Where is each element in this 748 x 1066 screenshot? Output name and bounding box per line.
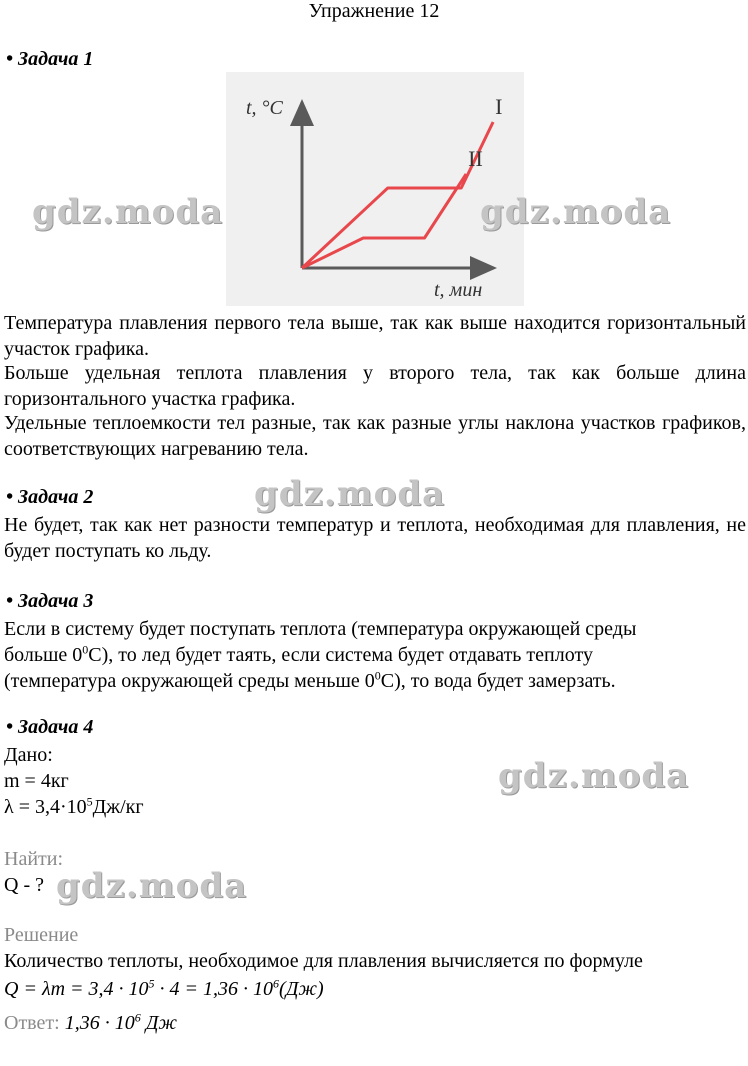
- series-label-1: I: [495, 94, 503, 119]
- page-title: Упражнение 12: [308, 0, 440, 22]
- answer: [4, 1010, 177, 1036]
- task-1-paragraph-1: Температура плавления первого тела выше, так как выше находится горизонтальный участок графика.: [4, 312, 746, 360]
- task-3-heading: • Задача 3: [6, 590, 94, 612]
- solution-formula: [4, 976, 324, 1002]
- task-2-heading: • Задача 2: [6, 486, 94, 508]
- task-1-paragraph-2: Больше удельная теплота плавления у второго тела, так как больше длина горизонтального участка графика.: [4, 362, 746, 410]
- given-lambda: [4, 794, 144, 820]
- superscript: 0: [374, 668, 381, 683]
- task-4-heading: • Задача 4: [6, 716, 94, 738]
- answer-value: [65, 1012, 177, 1034]
- solution-text: Количество теплоты, необходимое для плавления вычисляется по формуле: [4, 950, 643, 972]
- text-fragment: Дж: [140, 1012, 178, 1034]
- y-axis-label: t, °C: [246, 97, 283, 119]
- watermark: gdz.moda: [32, 192, 224, 232]
- x-axis-label: t, мин: [434, 279, 483, 301]
- superscript: 0: [82, 642, 89, 657]
- task-3-line-3: [4, 668, 616, 694]
- task-3-line-1: Если в систему будет поступать теплота (температура окружающей среды: [4, 618, 637, 640]
- text-fragment: Дж/кг: [92, 796, 144, 818]
- text-fragment: · 4 = 1,36 · 10: [154, 978, 274, 1000]
- text-fragment: (Дж): [279, 978, 324, 1000]
- given-label: Дано:: [4, 744, 53, 766]
- text-fragment: 1,36 · 10: [64, 1012, 135, 1034]
- answer-label: Ответ:: [4, 1012, 60, 1034]
- text-fragment: больше 0: [4, 644, 83, 666]
- given-mass: m = 4кг: [4, 770, 69, 792]
- find-value: Q - ?: [4, 874, 44, 896]
- series-line-1: [302, 122, 493, 268]
- text-fragment: С), то лед будет таять, если система будет отдавать теплоту: [88, 644, 593, 666]
- watermark: gdz.moda: [480, 192, 672, 232]
- text-fragment: λ = 3,4·10: [4, 796, 87, 818]
- chart-svg: [226, 72, 524, 306]
- task-2-paragraph: Не будет, так как нет разности температур и теплота, необходимая для плавления, не будет поступать ко льду.: [4, 514, 746, 562]
- task-1-paragraph-3: Удельные теплоемкости тел разные, так как разные углы наклона участков графиков, соответствующих нагреванию тела.: [4, 412, 746, 460]
- watermark: gdz.moda: [498, 756, 690, 796]
- solution-label: Решение: [4, 924, 79, 946]
- text-fragment: (температура окружающей среды меньше 0: [4, 670, 375, 692]
- superscript: 5: [86, 794, 93, 809]
- superscript: 6: [134, 1010, 141, 1025]
- task-3-line-2: [4, 642, 746, 668]
- superscript: 6: [273, 976, 280, 991]
- task-1-heading: • Задача 1: [6, 48, 94, 70]
- text-fragment: С), то вода будет замерзать.: [380, 670, 616, 692]
- find-label: Найти:: [4, 848, 64, 870]
- text-fragment: Q = λm = 3,4 · 10: [4, 978, 149, 1000]
- superscript: 5: [148, 976, 155, 991]
- watermark: gdz.moda: [56, 866, 248, 906]
- melting-chart: [226, 72, 524, 306]
- series-label-2: II: [468, 146, 483, 171]
- watermark: gdz.moda: [254, 474, 446, 514]
